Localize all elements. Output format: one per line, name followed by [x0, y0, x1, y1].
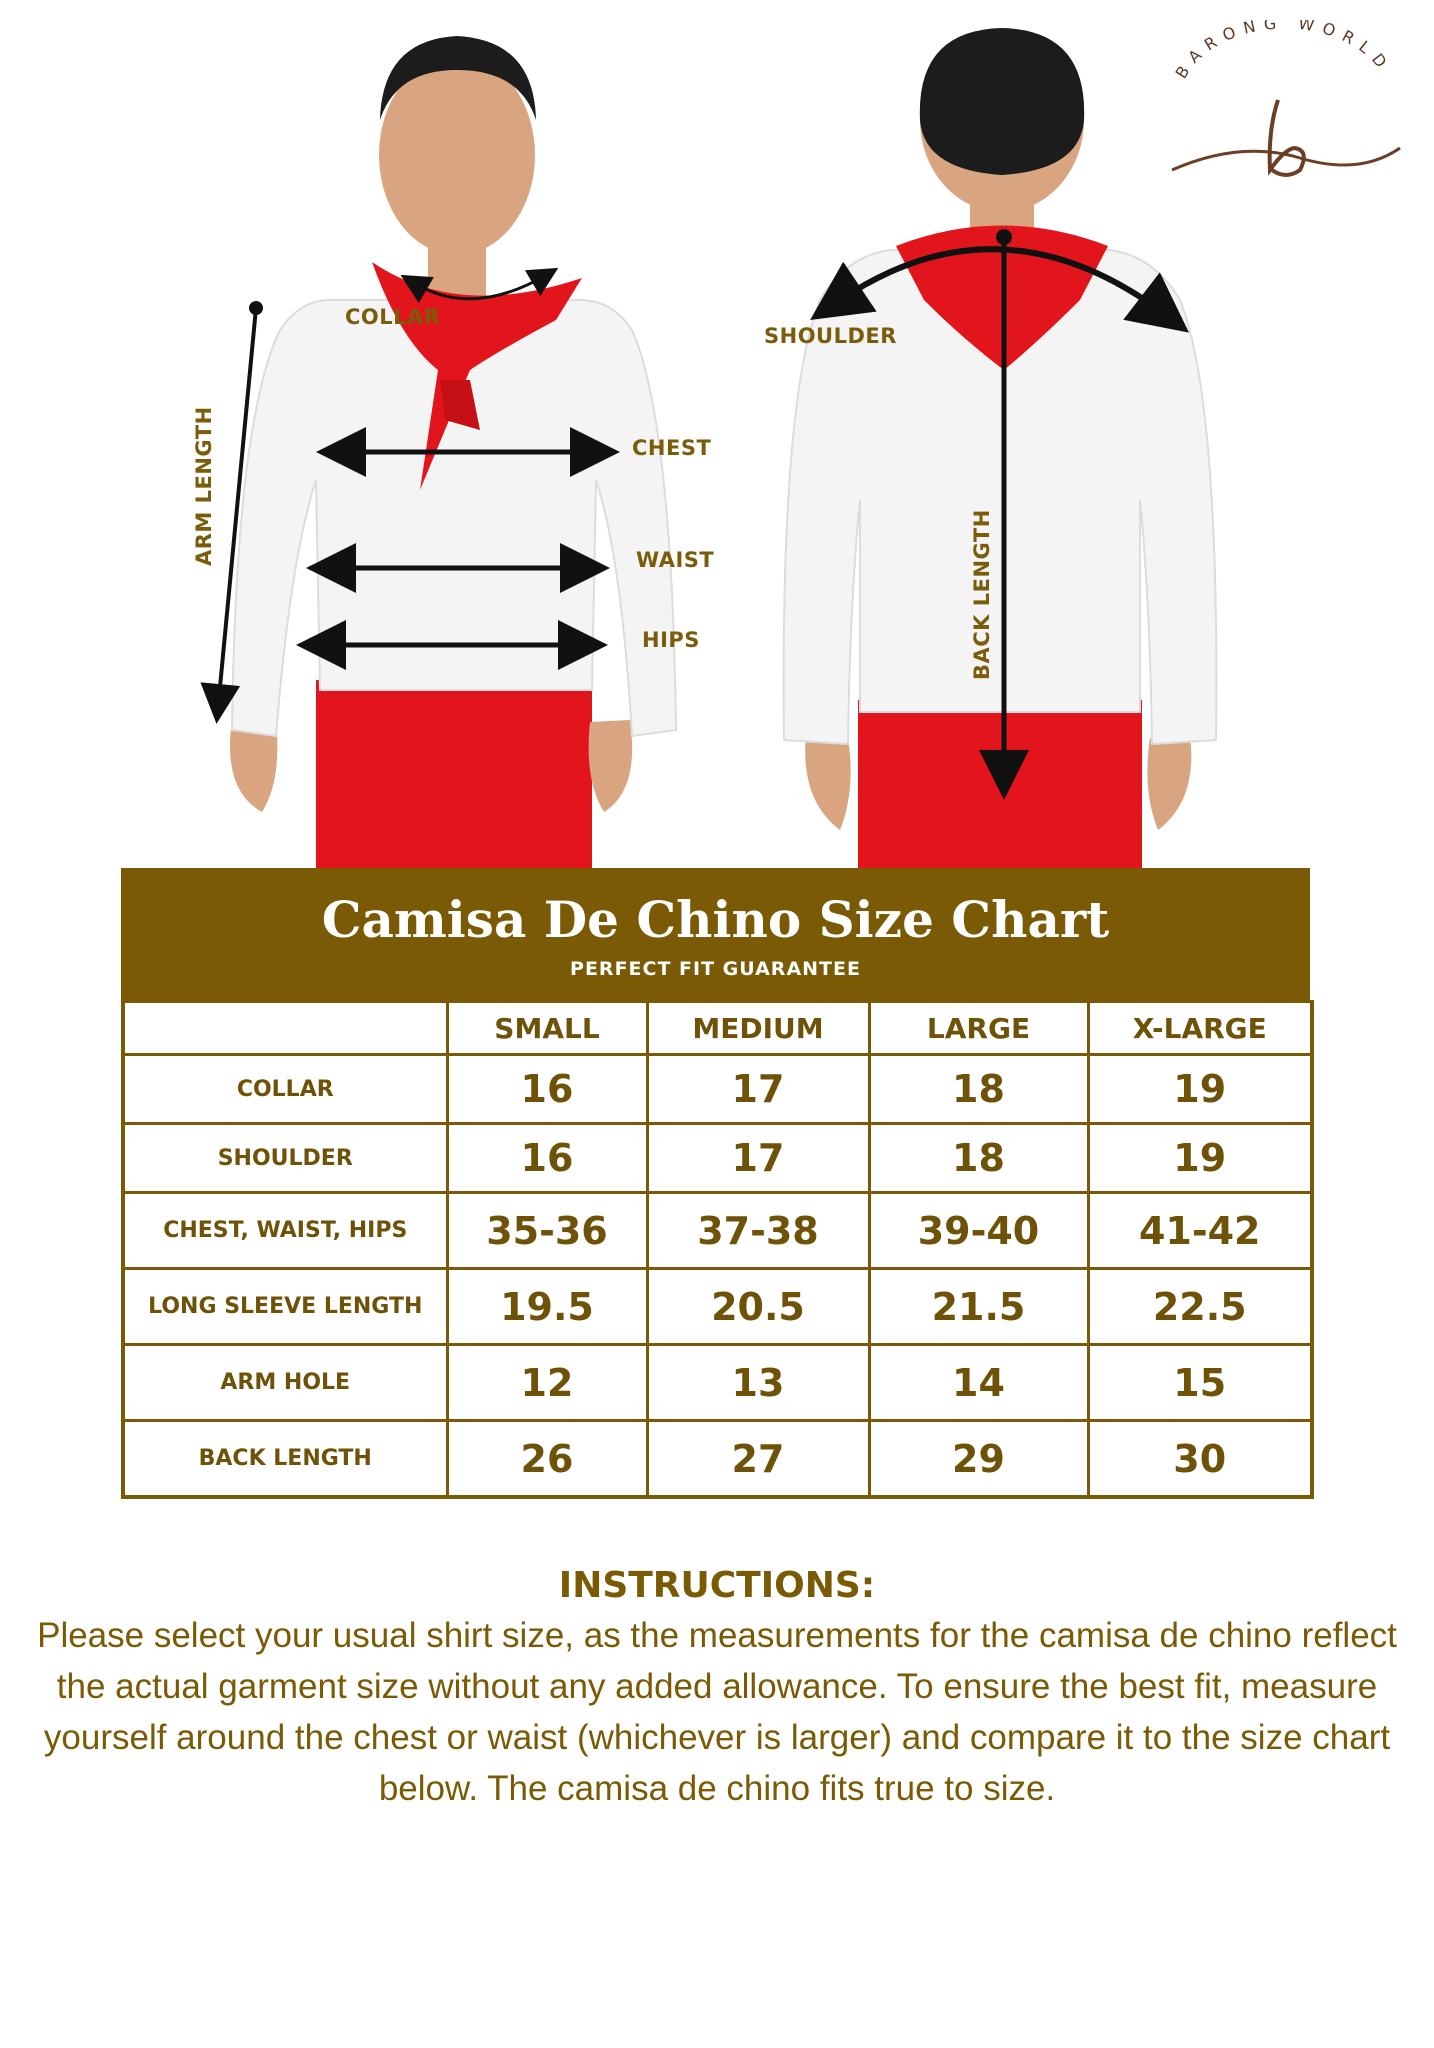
size-table: [121, 1000, 1314, 1499]
arm-length-label: ARM LENGTH: [192, 406, 216, 566]
table-cell: 18: [869, 1055, 1088, 1124]
table-cell: 15: [1088, 1345, 1312, 1421]
instructions-body: Please select your usual shirt size, as the measurements for the camisa de chino reflect the actual garment size without any added allowance. To ensure the best fit, measure yourself around the chest or waist (whichever is larger) and compare it to the size chart below. The camisa de chino fits true to size.: [37, 1616, 1397, 1808]
table-cell: 19: [1088, 1055, 1312, 1124]
size-chart-header: [121, 868, 1310, 1000]
table-cell: 26: [447, 1421, 647, 1498]
hips-label: HIPS: [642, 628, 700, 652]
table-cell: 19: [1088, 1124, 1312, 1193]
shoulder-label: SHOULDER: [764, 324, 897, 348]
table-cell: 17: [647, 1124, 869, 1193]
table-cell: 41-42: [1088, 1193, 1312, 1269]
instructions-title: INSTRUCTIONS:: [558, 1565, 876, 1606]
table-row: [123, 1421, 1312, 1498]
back-length-label: BACK LENGTH: [970, 509, 994, 680]
size-chart-title: Camisa De Chino Size Chart: [321, 890, 1110, 949]
row-label-long-sleeve-length: LONG SLEEVE LENGTH: [123, 1269, 447, 1345]
table-cell: 35-36: [447, 1193, 647, 1269]
table-cell: 21.5: [869, 1269, 1088, 1345]
table-cell: 27: [647, 1421, 869, 1498]
table-cell: 16: [447, 1055, 647, 1124]
back-figure: [784, 28, 1217, 868]
table-cell: 29: [869, 1421, 1088, 1498]
table-header-row: [123, 1002, 1312, 1055]
barong-world-logo-icon: [1160, 20, 1410, 190]
table-row: [123, 1193, 1312, 1269]
column-header-medium: MEDIUM: [647, 1002, 869, 1055]
table-cell: 39-40: [869, 1193, 1088, 1269]
size-chart-subtitle: PERFECT FIT GUARANTEE: [570, 958, 861, 980]
table-cell: 22.5: [1088, 1269, 1312, 1345]
chest-label: CHEST: [632, 436, 712, 460]
column-header-x-large: X-LARGE: [1088, 1002, 1312, 1055]
row-label-back-length: BACK LENGTH: [123, 1421, 447, 1498]
size-chart: [121, 868, 1310, 1499]
table-cell: 12: [447, 1345, 647, 1421]
table-row: [123, 1345, 1312, 1421]
column-header-measurement: [123, 1002, 447, 1055]
table-row: [123, 1055, 1312, 1124]
column-header-large: LARGE: [869, 1002, 1088, 1055]
row-label-arm-hole: ARM HOLE: [123, 1345, 447, 1421]
table-cell: 17: [647, 1055, 869, 1124]
instructions-section: [20, 1565, 1414, 1814]
collar-label: COLLAR: [345, 305, 441, 329]
svg-text:BARONG WORLD: BARONG WORLD: [1171, 20, 1396, 82]
table-row: [123, 1124, 1312, 1193]
row-label-chest-waist-hips: CHEST, WAIST, HIPS: [123, 1193, 447, 1269]
table-cell: 13: [647, 1345, 869, 1421]
table-cell: 19.5: [447, 1269, 647, 1345]
brand-logo: [1160, 20, 1410, 190]
table-cell: 20.5: [647, 1269, 869, 1345]
table-row: [123, 1269, 1312, 1345]
waist-label: WAIST: [636, 548, 715, 572]
table-cell: 16: [447, 1124, 647, 1193]
table-cell: 37-38: [647, 1193, 869, 1269]
column-header-small: SMALL: [447, 1002, 647, 1055]
row-label-shoulder: SHOULDER: [123, 1124, 447, 1193]
table-cell: 14: [869, 1345, 1088, 1421]
table-cell: 30: [1088, 1421, 1312, 1498]
table-cell: 18: [869, 1124, 1088, 1193]
row-label-collar: COLLAR: [123, 1055, 447, 1124]
